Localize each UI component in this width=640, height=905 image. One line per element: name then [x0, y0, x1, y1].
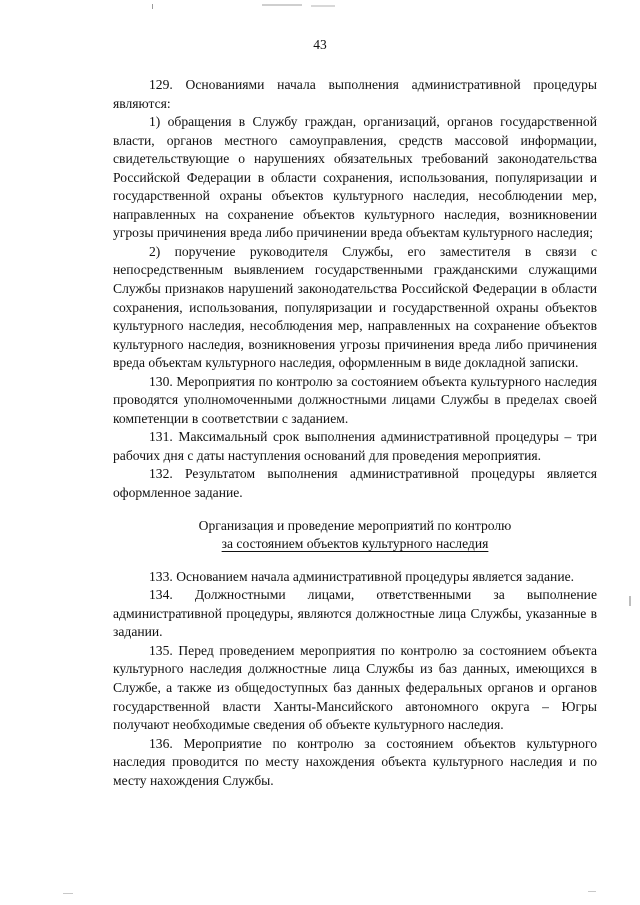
document-body [113, 76, 597, 790]
paragraph-135: 135. Перед проведением мероприятия по контролю за состоянием объекта культурного наследия должностные лица Службы из баз данных, имеющихся в Службе, а также из общедоступных баз данных федеральных органов и органов государственной власти Ханты-Мансийского автономного округа – Югры получают необходимые сведения об объекте культурного наследия. [113, 642, 597, 733]
scan-speck [262, 4, 302, 6]
paragraph-129: 129. Основаниями начала выполнения административной процедуры являются: [113, 77, 597, 111]
section-heading [113, 517, 597, 554]
paragraph-131: 131. Максимальный срок выполнения административной процедуры – три рабочих дня с даты наступления оснований для проведения мероприятия. [113, 429, 597, 463]
paragraph-132: 132. Результатом выполнения административной процедуры является оформленное задание. [113, 466, 597, 501]
section-heading-line-2: за состоянием объектов культурного наследия [221, 536, 489, 552]
paragraph-129-item-2: 2) поручение руководителя Службы, его заместителя в связи с непосредственным выявлением государственными гражданскими служащими Службы признаков нарушений законодательства Российской Федерации в области сохранения, использования, популяризации и государственной охраны объектов культурного наследия, несоблюдения мер, направленных на сохранение объектов культурного наследия, возникновения угрозы причинения вреда либо причинения вреда объектам культурного наследия, оформленным в виде докладной записки. [113, 243, 597, 371]
page-number: 43 [313, 37, 327, 52]
paragraph-129-item-1: 1) обращения в Службу граждан, организаций, органов государственной власти, органов местного самоуправления, средств массовой информации, свидетельствующие о нарушениях обязательных требований законодательства Российской Федерации в области сохранения, использования, популяризации и государственной охраны объектов культурного наследия, несоблюдении мер, направленных на сохранение объектов культурного наследия, возникновении угрозы причинения вреда либо причинении вреда объектам культурного наследия; [113, 114, 597, 241]
scan-speck [588, 891, 596, 892]
scan-speck [311, 5, 335, 7]
section-heading-line-1: Организация и проведение мероприятий по контролю [198, 517, 512, 533]
scan-speck [629, 596, 631, 606]
scan-speck [63, 893, 73, 894]
paragraph-133: 133. Основанием начала административной процедуры является задание. [149, 568, 575, 584]
paragraph-130: 130. Мероприятия по контролю за состоянием объекта культурного наследия проводятся уполномоченными должностными лицами Службы в пределах своей компетенции в соответствии с заданием. [113, 373, 597, 426]
paragraph-134: 134. Должностными лицами, ответственными за выполнение административной процедуры, являются должностные лица Службы, указанные в задании. [113, 587, 597, 640]
paragraph-136: 136. Мероприятие по контролю за состоянием объектов культурного наследия проводится по месту нахождения объекта культурного наследия и по месту нахождения Службы. [113, 735, 597, 788]
scan-speck [152, 4, 153, 9]
